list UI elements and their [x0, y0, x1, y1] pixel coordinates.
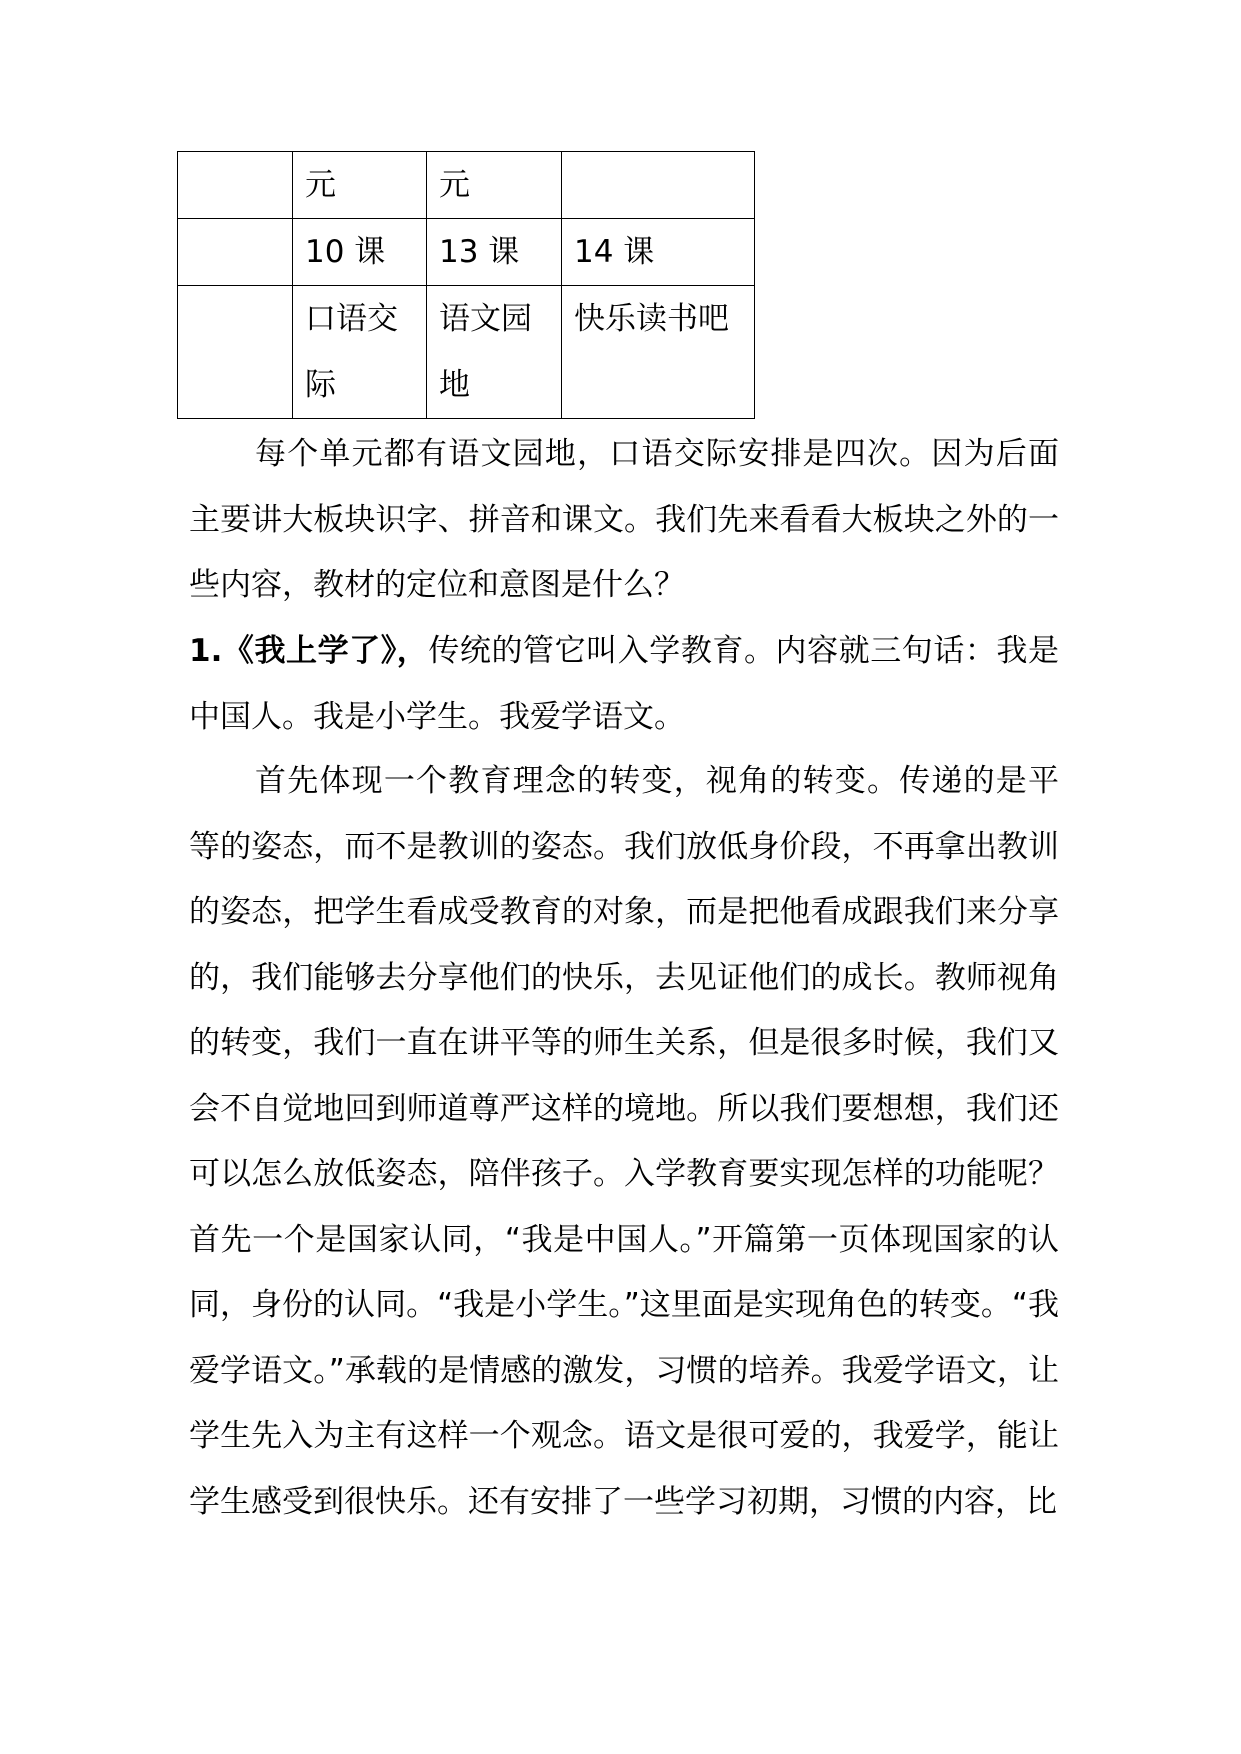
table-cell: 14 课: [562, 219, 755, 286]
table-cell: [562, 152, 755, 219]
lesson-table: [177, 151, 755, 419]
table-cell: 13 课: [427, 219, 562, 286]
table-cell: 10 课: [293, 219, 427, 286]
table-row: [178, 219, 755, 286]
table-cell: 元: [293, 152, 427, 219]
table-cell: [178, 219, 293, 286]
table-cell: 快乐读书吧: [562, 286, 755, 419]
table-row: [178, 286, 755, 419]
intro-paragraph: 每个单元都有语文园地，口语交际安排是四次。因为后面主要讲大板块识字、拼音和课文。我们先来看看大板块之外的一些内容，教材的定位和意图是什么？: [189, 436, 1059, 603]
table-cell: 语文园地: [427, 286, 562, 419]
table-cell: 口语交际: [293, 286, 427, 419]
section-paragraph: [189, 619, 1059, 750]
table-cell: 元: [427, 152, 562, 219]
table-cell: [178, 152, 293, 219]
table-cell: [178, 286, 293, 419]
body-paragraph: 首先体现一个教育理念的转变，视角的转变。传递的是平等的姿态，而不是教训的姿态。我们放低身价段，不再拿出教训的姿态，把学生看成受教育的对象，而是把他看成跟我们来分享的，我们能够去分享他们的快乐，去见证他们的成长。教师视角的转变，我们一直在讲平等的师生关系，但是很多时候，我们又会不自觉地回到师道尊严这样的境地。所以我们要想想，我们还可以怎么放低姿态，陪伴孩子。入学教育要实现怎样的功能呢？首先一个是国家认同，“我是中国人。”开篇第一页体现国家的认同，身份的认同。“我是小学生。”这里面是实现角色的转变。“我爱学语文。”承载的是情感的激发，习惯的培养。我爱学语文，让学生先入为主有这样一个观念。语文是很可爱的，我爱学，能让学生感受到很快乐。还有安排了一些学习初期，习惯的内容，比: [189, 763, 1059, 1520]
section-heading: 1.《我上学了》，: [189, 633, 429, 669]
section-text: 传统的管它叫入学教育。内容就三句话：我是中国人。我是小学生。我爱学语文。: [189, 633, 1059, 735]
table-row: [178, 152, 755, 219]
